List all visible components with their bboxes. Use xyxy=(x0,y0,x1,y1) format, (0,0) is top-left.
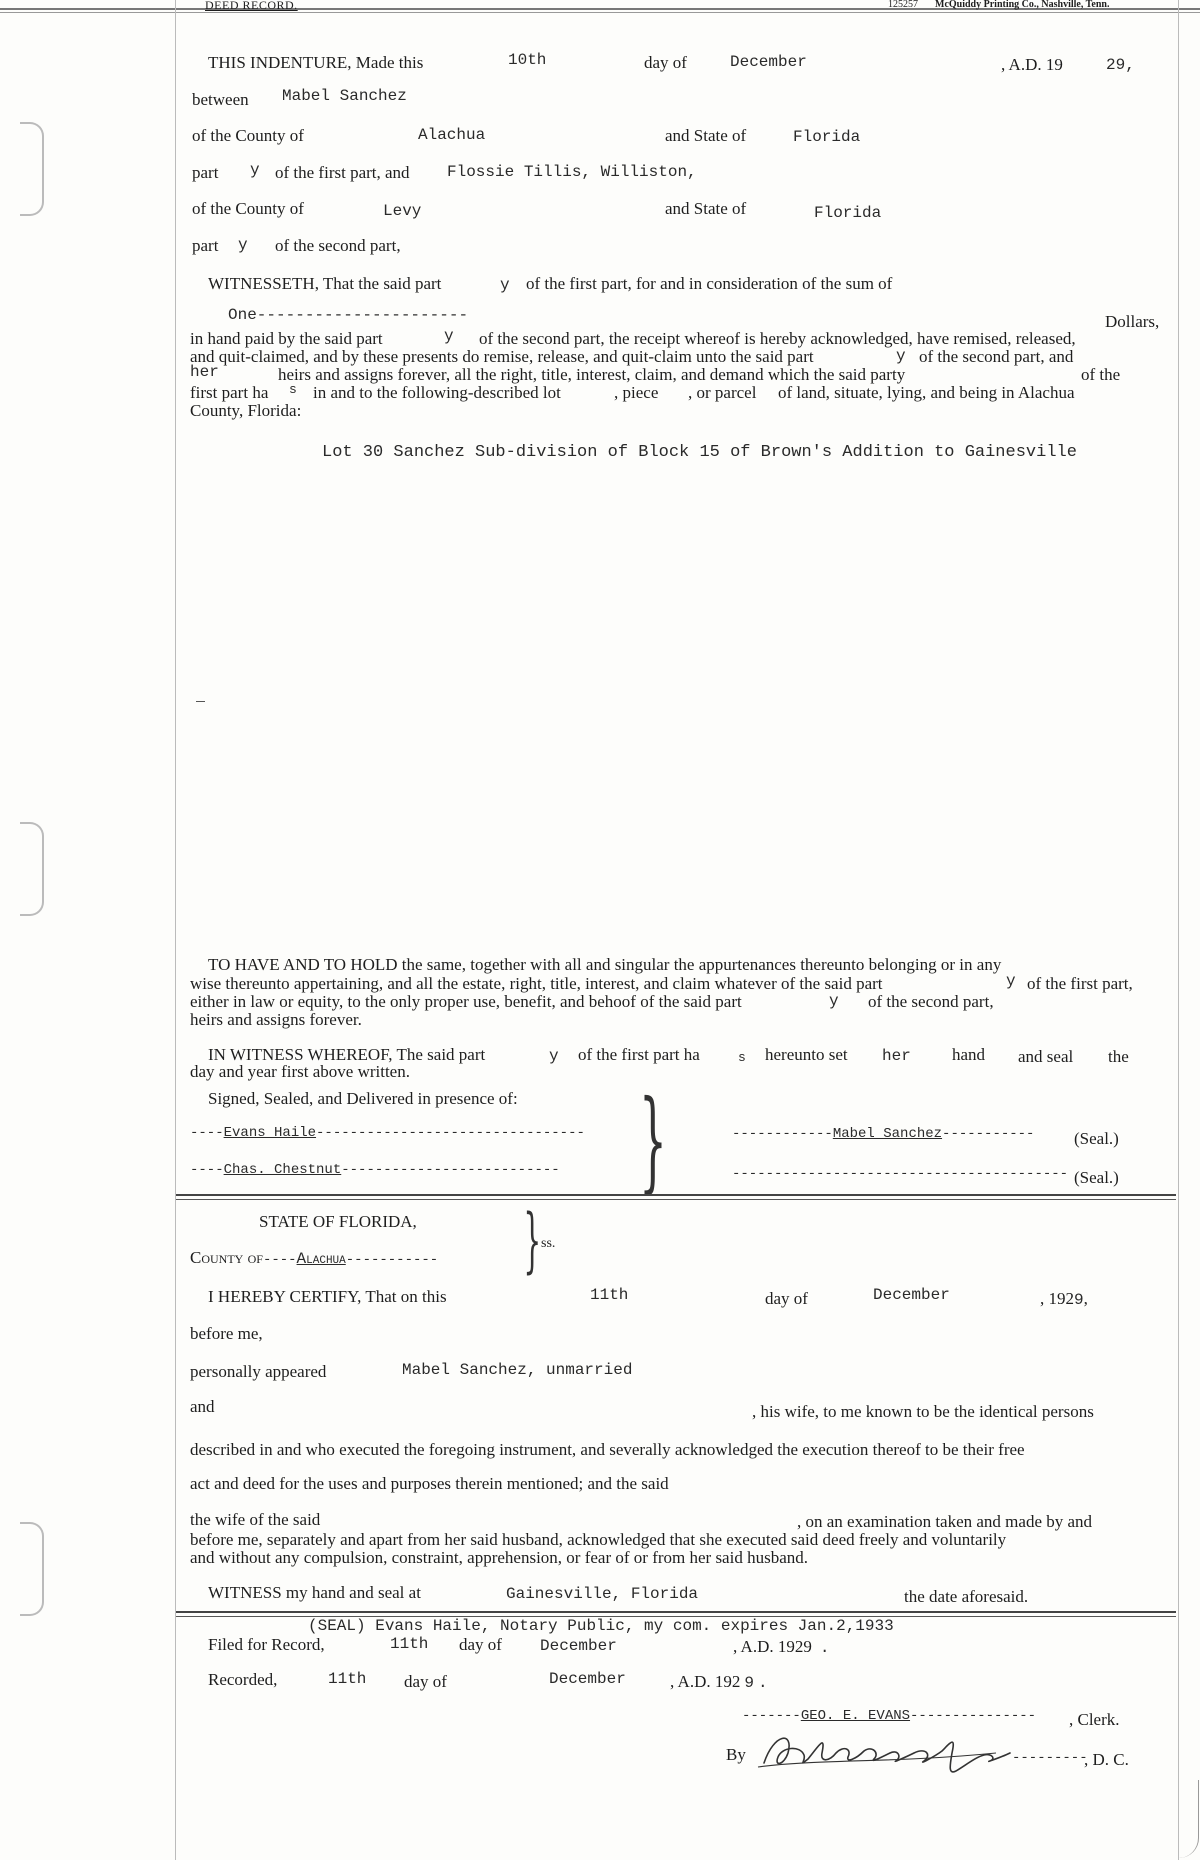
grantee-county-label: of the County of xyxy=(192,199,304,218)
ack-and: and xyxy=(190,1397,215,1416)
header-imprint: McQuiddy Printing Co., Nashville, Tenn. xyxy=(935,0,1110,10)
habendum-line-1: TO HAVE AND TO HOLD the same, together with all and singular the appurtenances thereunto belonging or in any xyxy=(208,955,1002,974)
right-margin-line xyxy=(1178,0,1179,1860)
between-label: between xyxy=(192,90,249,109)
dc-dash-line: --------- xyxy=(1012,1750,1088,1766)
filed-month: December xyxy=(540,1637,617,1655)
section-divider-thin xyxy=(176,1199,1176,1200)
habendum-line-3a: either in law or equity, to the only proper use, benefit, and behoof of the said part xyxy=(190,992,742,1011)
county-florida: County, Florida: xyxy=(190,401,302,420)
part-suffix-1: y xyxy=(250,161,260,179)
grantor-sig-line-2: ---------------------------------------- xyxy=(732,1166,1069,1182)
clerk-name: GEO. E. EVANS xyxy=(800,1708,911,1724)
grant-line-c: heirs and assigns forever, all the right, title, interest, claim, and demand which the said party xyxy=(278,365,906,384)
header-title: DEED RECORD. xyxy=(205,0,298,12)
witness-whereof-b: of the first part ha xyxy=(578,1045,700,1064)
witness-2-name: Chas. Chestnut xyxy=(223,1162,342,1178)
grant-line-d2: in and to the following-described lot xyxy=(313,383,561,402)
habendum-y-3: y xyxy=(829,992,839,1010)
first-part-and: of the first part, and xyxy=(275,163,410,182)
witness-whereof-her: her xyxy=(882,1047,911,1065)
grantor-sig-line: ------------Mabel Sanchez----------- xyxy=(732,1126,1035,1142)
habendum-y-2: y xyxy=(1006,972,1016,990)
ack-line-3: before me, separately and apart from her said husband, acknowledged that she executed said deed freely and voluntarily xyxy=(190,1530,1007,1549)
dc-label: , D. C. xyxy=(1084,1750,1129,1769)
grantor-county: Alachua xyxy=(418,126,486,144)
by-label: By xyxy=(726,1745,746,1764)
seal-label-2: (Seal.) xyxy=(1074,1168,1119,1187)
grantee-state: Florida xyxy=(814,204,882,222)
ack-exam: , on an examination taken and made by and xyxy=(797,1512,1093,1531)
ack-line-1: described in and who executed the foregoing instrument, and severally acknowledged the execution thereof to be their free xyxy=(190,1440,1025,1459)
stray-mark xyxy=(196,701,205,702)
consideration-sum: One---------------------- xyxy=(228,306,469,324)
indenture-day: 10th xyxy=(508,51,547,69)
ack-before-me: before me, xyxy=(190,1324,263,1343)
ack-appeared: Mabel Sanchez, unmarried xyxy=(402,1361,633,1379)
clerk-line: -------GEO. E. EVANS--------------- xyxy=(742,1708,1037,1724)
filed-day: 11th xyxy=(390,1635,429,1653)
filed-ad: , A.D. 1929 . xyxy=(733,1637,830,1657)
grant-line-a2: of the second part, the receipt whereof is hereby acknowledged, have remised, released, xyxy=(479,329,1076,348)
grant-her: her xyxy=(190,363,219,381)
header-imprint-number: 125257 xyxy=(888,0,918,10)
grantor-county-label: of the County of xyxy=(192,126,304,145)
recorded-ad: , A.D. 192 9 . xyxy=(670,1672,768,1692)
grant-line-b2: of the second part, and xyxy=(919,347,1074,366)
habendum-line-2b: of the first part, xyxy=(1027,974,1133,993)
grantee-state-label: and State of xyxy=(665,199,747,218)
habendum-line-2a: wise thereunto appertaining, and all the estate, right, title, interest, and claim whatever of the said part xyxy=(190,974,883,993)
ack-day-of: day of xyxy=(765,1289,808,1308)
grantee-county: Levy xyxy=(383,202,422,220)
witness-whereof-the: the xyxy=(1108,1047,1129,1066)
ack-day: 11th xyxy=(590,1286,629,1304)
header-rule-thin xyxy=(0,12,1200,13)
section-divider xyxy=(176,1194,1176,1196)
ack-month: December xyxy=(873,1286,950,1304)
filed-day-of: day of xyxy=(459,1635,502,1654)
ack-wife-of: the wife of the said xyxy=(190,1510,321,1529)
ack-year: , 1929, xyxy=(1040,1289,1088,1309)
ack-witness-place: Gainesville, Florida xyxy=(506,1585,699,1603)
grant-line-d3: of land, situate, lying, and being in Alachua xyxy=(778,383,1075,402)
binder-hole-top xyxy=(20,122,44,216)
habendum-line-3b: of the second part, xyxy=(868,992,994,1011)
recorded-label: Recorded, xyxy=(208,1670,278,1689)
ack-county-label: County of----Alachua----------- xyxy=(190,1248,439,1268)
witness-whereof-hand: hand xyxy=(952,1045,986,1064)
part-label-2: part xyxy=(192,236,219,255)
grant-line-d1: first part ha xyxy=(190,383,269,402)
witnesseth-b: of the first part, for and in consideration of the sum of xyxy=(526,274,893,293)
grant-of-the: of the xyxy=(1081,365,1121,384)
witness-whereof-c: hereunto set xyxy=(765,1045,848,1064)
grant-y-b: y xyxy=(896,347,906,365)
witness-whereof-s: s xyxy=(738,1050,746,1065)
ack-state: STATE OF FLORIDA, xyxy=(259,1212,417,1231)
ack-line-4: and without any compulsion, constraint, apprehension, or fear of or from her said husband. xyxy=(190,1548,808,1567)
ack-appeared-label: personally appeared xyxy=(190,1362,327,1381)
witness-whereof-seal: and seal xyxy=(1018,1047,1074,1066)
grantee-name: Flossie Tillis, Williston, xyxy=(447,163,697,181)
grant-parcel: , or parcel xyxy=(688,383,757,402)
grant-piece: , piece xyxy=(614,383,659,402)
ack-witness-label: WITNESS my hand and seal at xyxy=(208,1583,421,1602)
ad-label: , A.D. 19 xyxy=(1001,55,1063,74)
witness-sig-line-1: ----Evans Haile-------------------------------- xyxy=(190,1125,585,1141)
ack-brace: } xyxy=(523,1199,542,1281)
page-curl xyxy=(1178,1780,1199,1858)
grant-y-a: y xyxy=(444,327,454,345)
indenture-year: 29, xyxy=(1106,56,1135,74)
second-part-label: of the second part, xyxy=(275,236,401,255)
witnesseth-y: y xyxy=(500,276,510,294)
witness-sig-line-2: ----Chas. Chestnut-------------------------- xyxy=(190,1162,560,1178)
recorded-day-of: day of xyxy=(404,1672,447,1691)
property-description: Lot 30 Sanchez Sub-division of Block 15 of Brown's Addition to Gainesville xyxy=(322,443,1077,462)
ack-certify: I HEREBY CERTIFY, That on this xyxy=(208,1287,447,1306)
binder-hole-middle xyxy=(20,822,44,916)
ack-his-wife: , his wife, to me known to be the identical persons xyxy=(752,1402,1094,1421)
part-suffix-2: y xyxy=(238,236,248,254)
signed-sealed-delivered: Signed, Sealed, and Delivered in presence of: xyxy=(208,1089,518,1108)
left-margin-line xyxy=(175,0,176,1860)
witness-1-name: Evans Haile xyxy=(223,1125,317,1141)
ack-line-2: act and deed for the uses and purposes therein mentioned; and the said xyxy=(190,1474,669,1493)
notary-line: (SEAL) Evans Haile, Notary Public, my com. expires Jan.2,1933 xyxy=(308,1617,894,1635)
grantor-state-label: and State of xyxy=(665,126,747,145)
witness-whereof-g: day and year first above written. xyxy=(190,1062,410,1081)
witness-brace: } xyxy=(639,1076,667,1204)
part-label-1: part xyxy=(192,163,219,182)
habendum-line-4: heirs and assigns forever. xyxy=(190,1010,362,1029)
seal-label-1: (Seal.) xyxy=(1074,1129,1119,1148)
grantor-state: Florida xyxy=(793,128,861,146)
binder-hole-bottom xyxy=(20,1522,44,1616)
ack-ss: ss. xyxy=(541,1236,556,1251)
grant-s: s xyxy=(289,382,297,397)
ack-date-aforesaid: the date aforesaid. xyxy=(904,1587,1029,1606)
witness-whereof-a: IN WITNESS WHEREOF, The said part xyxy=(208,1045,486,1064)
clerk-label: , Clerk. xyxy=(1069,1710,1120,1729)
filed-label: Filed for Record, xyxy=(208,1635,325,1654)
witness-whereof-y: y xyxy=(549,1047,559,1065)
ack-county: Alachua xyxy=(296,1250,346,1268)
recorded-day: 11th xyxy=(328,1670,367,1688)
dollars-label: Dollars, xyxy=(1105,312,1160,331)
grant-line-b1: and quit-claimed, and by these presents do remise, release, and quit-claim unto the said part xyxy=(190,347,814,366)
witnesseth-a: WITNESSETH, That the said part xyxy=(208,274,442,293)
recorded-month: December xyxy=(549,1670,626,1688)
day-of-label: day of xyxy=(644,53,687,72)
indenture-intro: THIS INDENTURE, Made this xyxy=(208,53,424,72)
record-divider xyxy=(176,1611,1176,1613)
indenture-month: December xyxy=(730,53,807,71)
grantor-name: Mabel Sanchez xyxy=(282,87,407,105)
grantor-signature: Mabel Sanchez xyxy=(832,1126,943,1142)
grant-line-a1: in hand paid by the said part xyxy=(190,329,383,348)
